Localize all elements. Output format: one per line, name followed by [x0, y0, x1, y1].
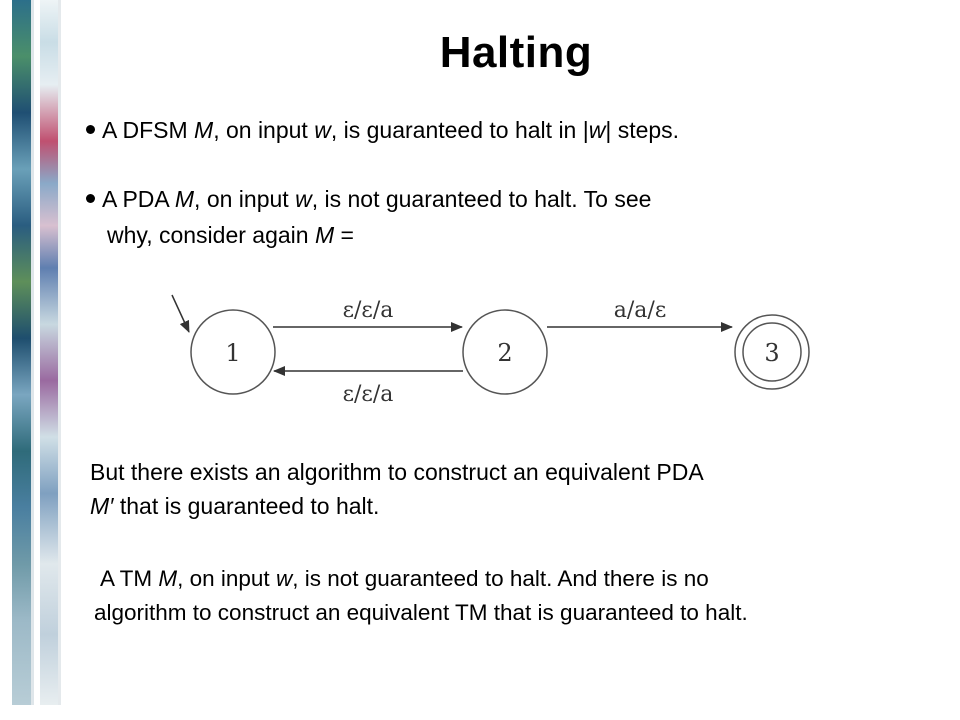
decorative-strip-edge-2 [58, 0, 61, 705]
text-run: , is not guaranteed to halt. And there is no [292, 566, 709, 591]
var-m: M [158, 566, 178, 591]
bullet-pda-continuation [107, 222, 354, 249]
text-run: that is guaranteed to halt. [113, 493, 380, 519]
var-m: M [194, 117, 214, 143]
state-3-label: 3 [764, 339, 780, 367]
transition-2-to-1-label: ε/ε/a [342, 382, 394, 407]
decorative-strip-right [40, 0, 58, 705]
transition-1-to-2-label: ε/ε/a [342, 298, 394, 323]
bullet-pda [86, 186, 651, 213]
bullet-dot-icon [86, 194, 95, 203]
bullet-dot-icon [86, 125, 95, 134]
text-run: , is not guaranteed to halt. To see [311, 186, 652, 212]
paragraph-line [90, 489, 704, 523]
paragraph-line: algorithm to construct an equivalent TM that is guaranteed to halt. [94, 600, 748, 625]
var-w: w [314, 117, 331, 143]
var-w: w [275, 566, 293, 591]
paragraph-line [100, 562, 748, 596]
var-w: w [295, 186, 312, 212]
paragraph-line: But there exists an algorithm to construct an equivalent PDA [90, 459, 704, 485]
text-run: why, consider again [107, 222, 315, 248]
text-run: A TM [100, 566, 159, 591]
slide-title: Halting [439, 28, 593, 77]
bullet-dfsm [86, 117, 679, 144]
paragraph-tm [94, 562, 748, 630]
var-m: M [314, 222, 335, 248]
transition-2-to-3-label: a/a/ε [613, 298, 667, 323]
paragraph-pda-algorithm [90, 455, 704, 523]
text-run: | steps. [605, 117, 680, 143]
decorative-strip-edge [31, 0, 34, 705]
text-run: A PDA [102, 186, 175, 212]
start-arrow [172, 295, 189, 332]
text-run: A DFSM [102, 117, 195, 143]
state-1-label: 1 [225, 339, 241, 367]
var-w: w [588, 117, 606, 143]
var-m: M [174, 186, 195, 212]
text-run: , on input [177, 566, 276, 591]
text-run: , is guaranteed to halt in | [330, 117, 589, 143]
text-run: , on input [213, 117, 315, 143]
var-m: M [90, 493, 110, 519]
pda-state-diagram [160, 285, 810, 420]
decorative-strip-left [12, 0, 31, 705]
state-2-label: 2 [497, 339, 513, 367]
prime-mark: ′ [109, 493, 114, 519]
text-run: , on input [194, 186, 296, 212]
text-run: = [334, 222, 354, 248]
